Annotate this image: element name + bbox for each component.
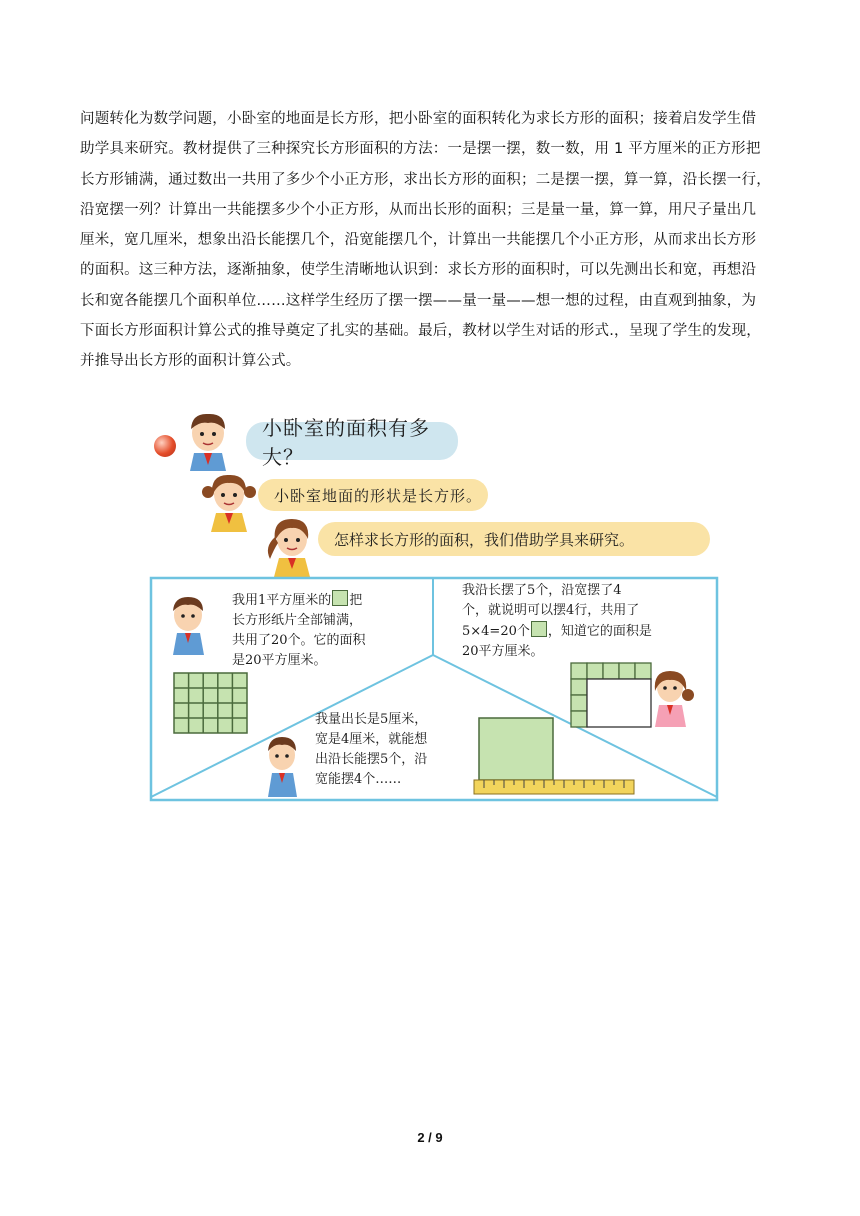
unit-square-icon xyxy=(332,590,348,606)
unit-square-icon xyxy=(531,621,547,637)
paragraph-line: 并推导出长方形的面积计算公式。 xyxy=(80,353,301,370)
left-panel-text xyxy=(232,590,366,671)
paragraph-line: 长和宽各能摆几个面积单位……这样学生经历了摆一摆——量一量——想一想的过程，由直观到抽象，为 xyxy=(80,292,757,309)
textbook-illustration xyxy=(148,407,720,805)
boy-avatar-1 xyxy=(178,409,238,471)
girl-avatar-2 xyxy=(260,513,320,577)
paragraph-line: 的面积。这三种方法，逐渐抽象，使学生清晰地认识到：求长方形的面积时，可以先测出长和宽，再想沿 xyxy=(80,262,757,279)
paragraph-line: 下面长方形面积计算公式的推导奠定了扎实的基础。最后，教材以学生对话的形式.，呈现了学生的发现， xyxy=(80,323,762,340)
right-panel-line: ，知道它的面积是 xyxy=(547,624,652,639)
tile-grid-left xyxy=(174,673,247,733)
bottom-panel-line: 宽是4厘米，就能想 xyxy=(315,732,428,747)
bottom-panel-line: 出沿长能摆5个，沿 xyxy=(315,752,428,767)
bottom-panel-line: 宽能摆4个…… xyxy=(315,772,402,787)
speech-bubble-3: 怎样求长方形的面积，我们借助学具来研究。 xyxy=(318,522,710,556)
bottom-panel-text xyxy=(315,710,427,790)
ruler-icon xyxy=(474,780,634,794)
page-number: 2 / 9 xyxy=(417,1130,443,1145)
left-panel-line: 把 xyxy=(349,593,363,608)
bottom-panel-line: 我量出长是5厘米， xyxy=(315,712,428,727)
tile-row-column-right xyxy=(571,663,651,727)
paragraph-line: 沿宽摆一列？计算出一共能摆多少个小正方形，从而出长形的面积；三是量一量，算一算，用尺子量出几 xyxy=(80,201,757,218)
red-ball-icon xyxy=(154,435,176,457)
right-panel-line: 个，就说明可以摆4行，共用了 xyxy=(462,603,640,618)
paragraph-line: 长方形铺满，通过数出一共用了多少个小正方形，求出长方形的面积；二是摆一摆，算一算，沿长摆一行， xyxy=(80,171,771,188)
paragraph-line: 问题转化为数学问题，小卧室的地面是长方形，把小卧室的面积转化为求长方形的面积；接着启发学生借 xyxy=(80,111,757,127)
paragraph-line: 厘米，宽几厘米，想象出沿长能摆几个，沿宽能摆几个，计算出一共能摆几个小正方形，从而求出长方形 xyxy=(80,232,757,249)
left-panel-line: 共用了20个。它的面积 xyxy=(232,633,366,648)
right-panel-text xyxy=(462,581,652,662)
right-panel-line: 20平方厘米。 xyxy=(462,644,544,659)
speech-bubble-2: 小卧室地面的形状是长方形。 xyxy=(258,479,488,511)
measured-rectangle xyxy=(479,718,553,780)
left-panel-line: 长方形纸片全部铺满， xyxy=(232,613,363,628)
body-paragraph xyxy=(80,104,780,377)
left-panel-line: 是20平方厘米。 xyxy=(232,653,327,668)
speech-bubble-1: 小卧室的面积有多大？ xyxy=(246,422,458,460)
paragraph-line: 助学具来研究。教材提供了三种探究长方形面积的方法：一是摆一摆，数一数，用 1 平方厘米的正方形把 xyxy=(80,141,761,158)
right-panel-line: 我沿长摆了5个，沿宽摆了4 xyxy=(462,583,622,598)
girl-avatar-1 xyxy=(200,470,258,532)
left-panel-line: 我用1平方厘米的 xyxy=(232,593,332,608)
right-panel-line: 5×4=20个 xyxy=(462,624,530,639)
